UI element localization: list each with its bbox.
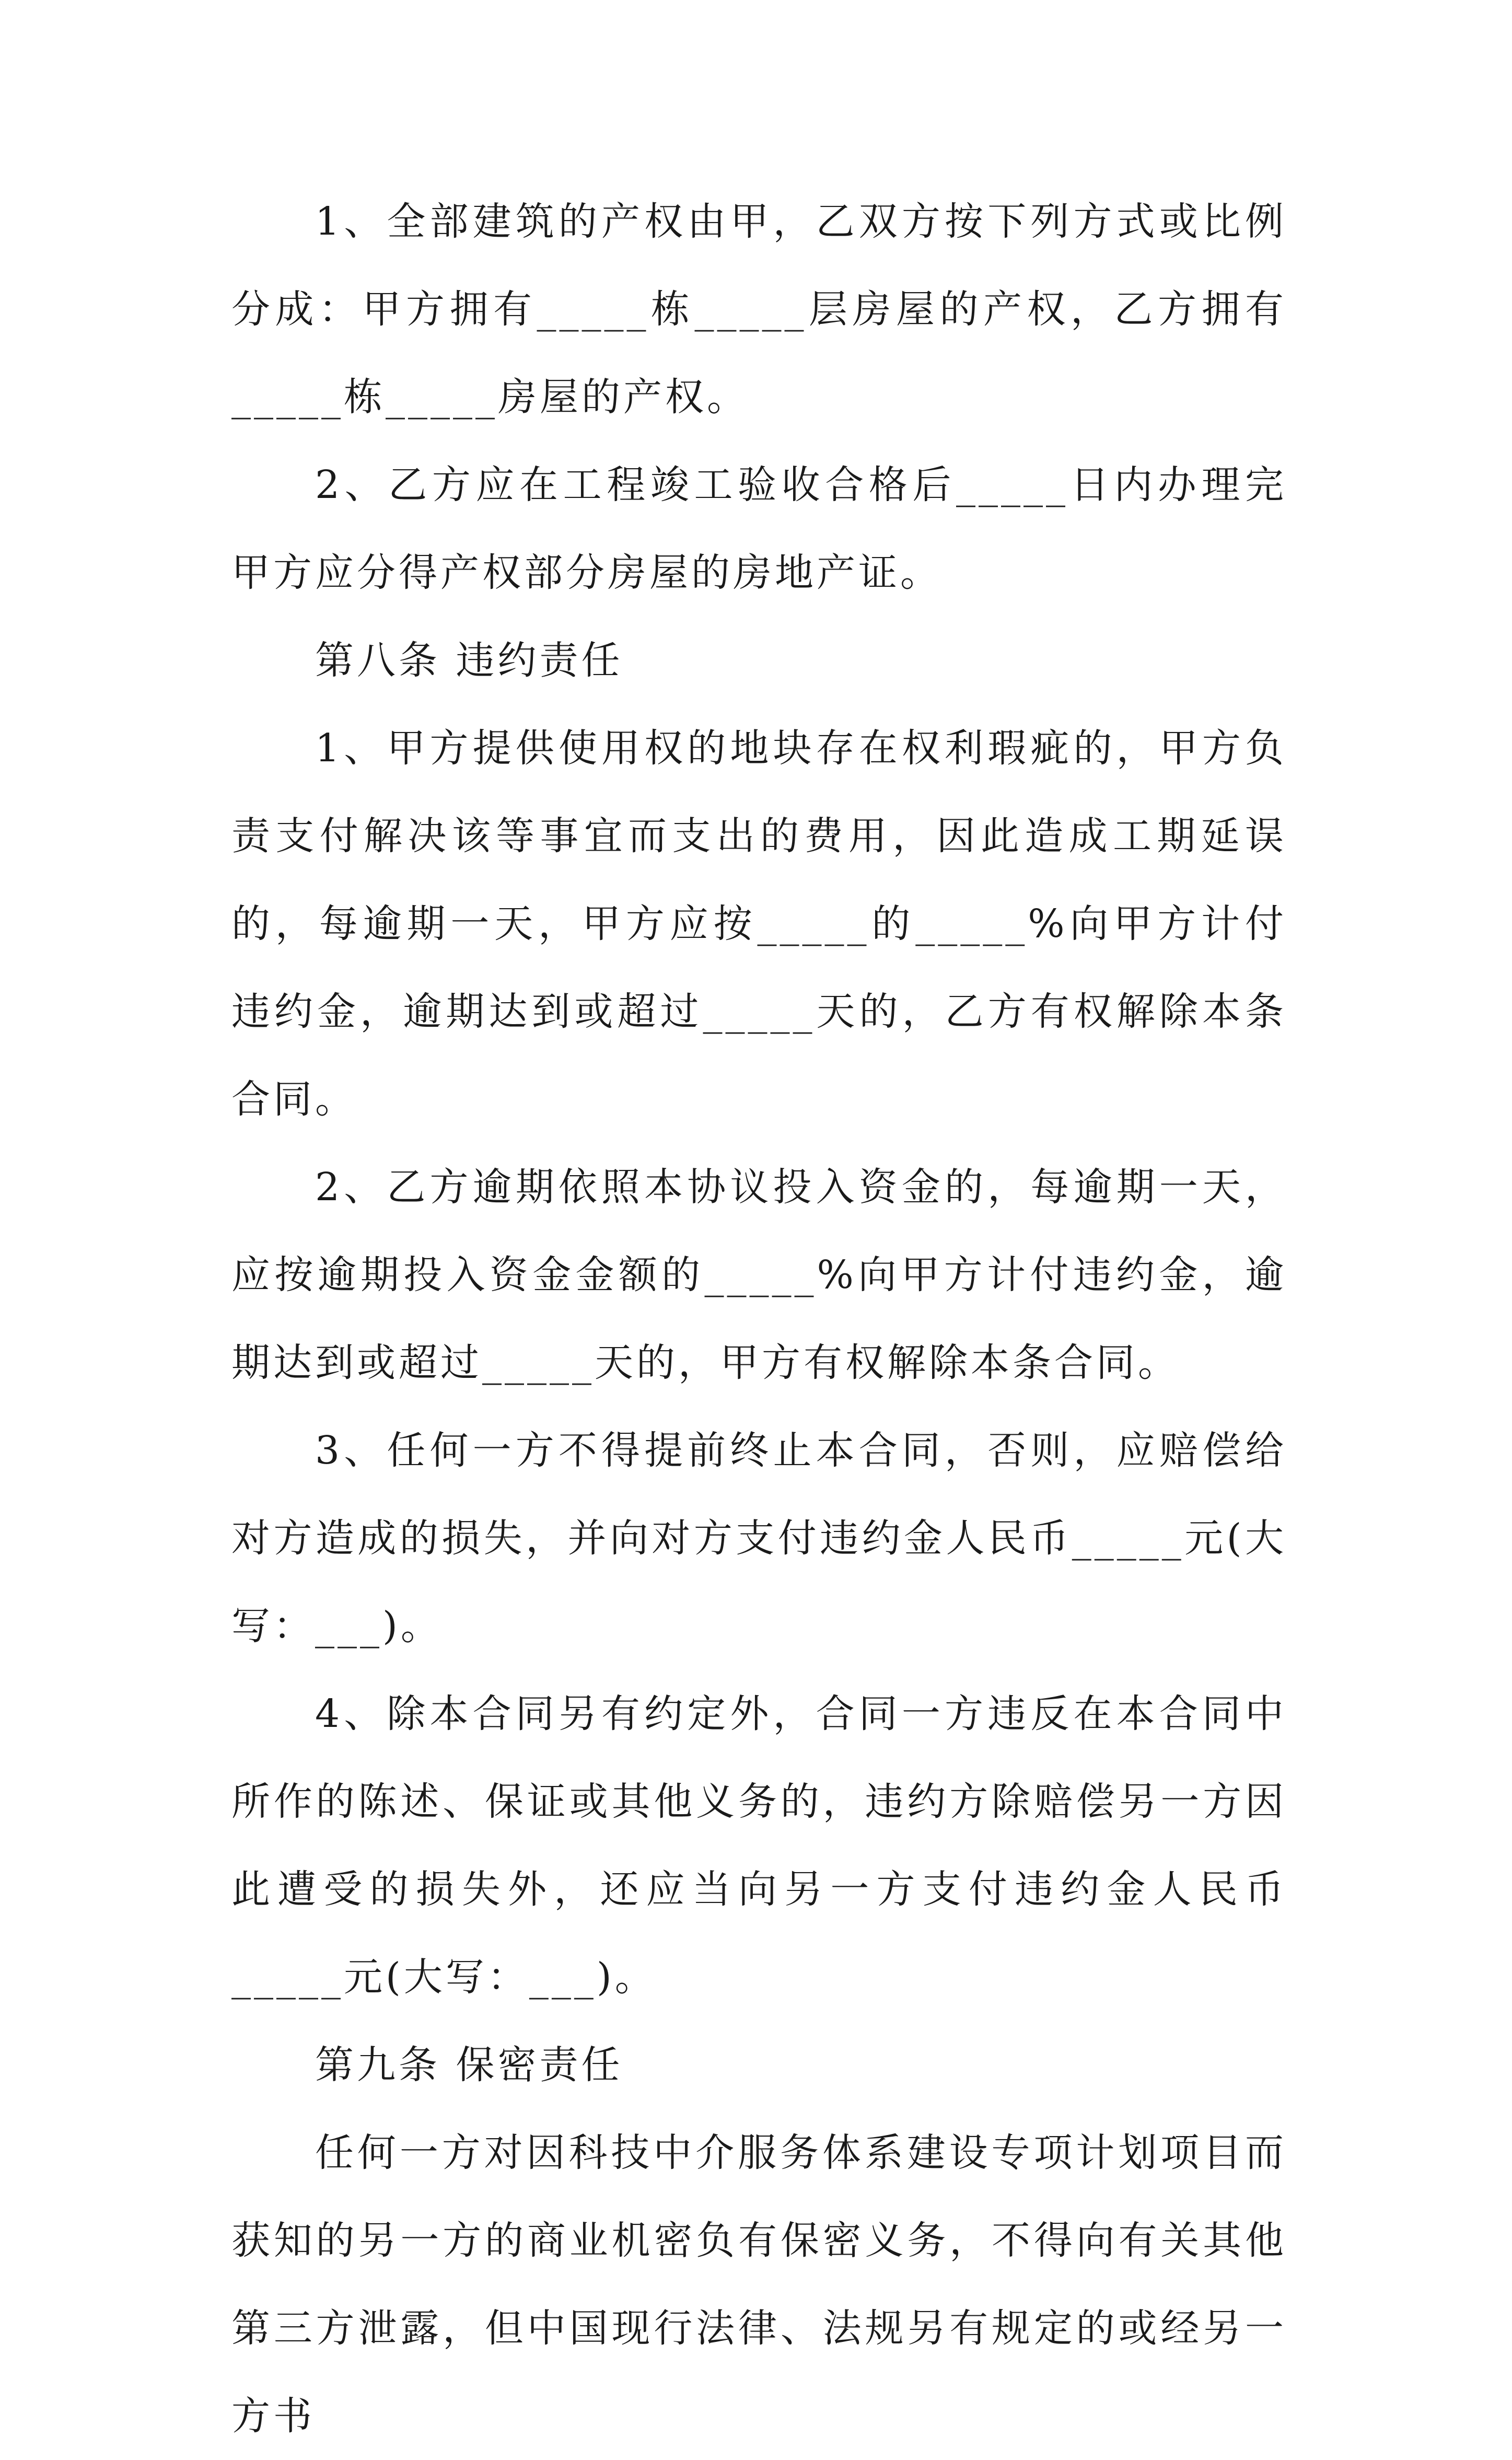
document-body: [231, 178, 1287, 2460]
article-9-heading: 第九条 保密责任: [315, 2043, 623, 2087]
clause-7-item-1: 1、全部建筑的产权由甲，乙双方按下列方式或比例分成：甲方拥有_____栋_____层房屋的产权，乙方拥有_____栋_____房屋的产权。: [231, 199, 1287, 420]
clause-7-item-2: 2、乙方应在工程竣工验收合格后_____日内办理完甲方应分得产权部分房屋的房地产证。: [231, 462, 1287, 595]
clause-9-body: 任何一方对因科技中介服务体系建设专项计划项目而获知的另一方的商业机密负有保密义务，不得向有关其他第三方泄露，但中国现行法律、法规另有规定的或经另一方书: [231, 2130, 1287, 2439]
clause-8-item-3: 3、任何一方不得提前终止本合同，否则，应赔偿给对方造成的损失，并向对方支付违约金人民币_____元(大写：___)。: [231, 1428, 1287, 1649]
clause-8-item-4: 4、除本合同另有约定外，合同一方违反在本合同中所作的陈述、保证或其他义务的，违约方除赔偿另一方因此遭受的损失外，还应当向另一方支付违约金人民币_____元(大写：___)。: [231, 1691, 1287, 2000]
clause-8-item-1: 1、甲方提供使用权的地块存在权利瑕疵的，甲方负责支付解决该等事宜而支出的费用，因此造成工期延误的，每逾期一天，甲方应按_____的_____%向甲方计付违约金，逾期达到或超过_____天的，乙方有权解除本条合同。: [231, 726, 1287, 1122]
article-8-heading: 第八条 违约责任: [315, 638, 623, 683]
clause-8-item-2: 2、乙方逾期依照本协议投入资金的，每逾期一天，应按逾期投入资金金额的_____%向甲方计付违约金，逾期达到或超过_____天的，甲方有权解除本条合同。: [231, 1165, 1287, 1385]
